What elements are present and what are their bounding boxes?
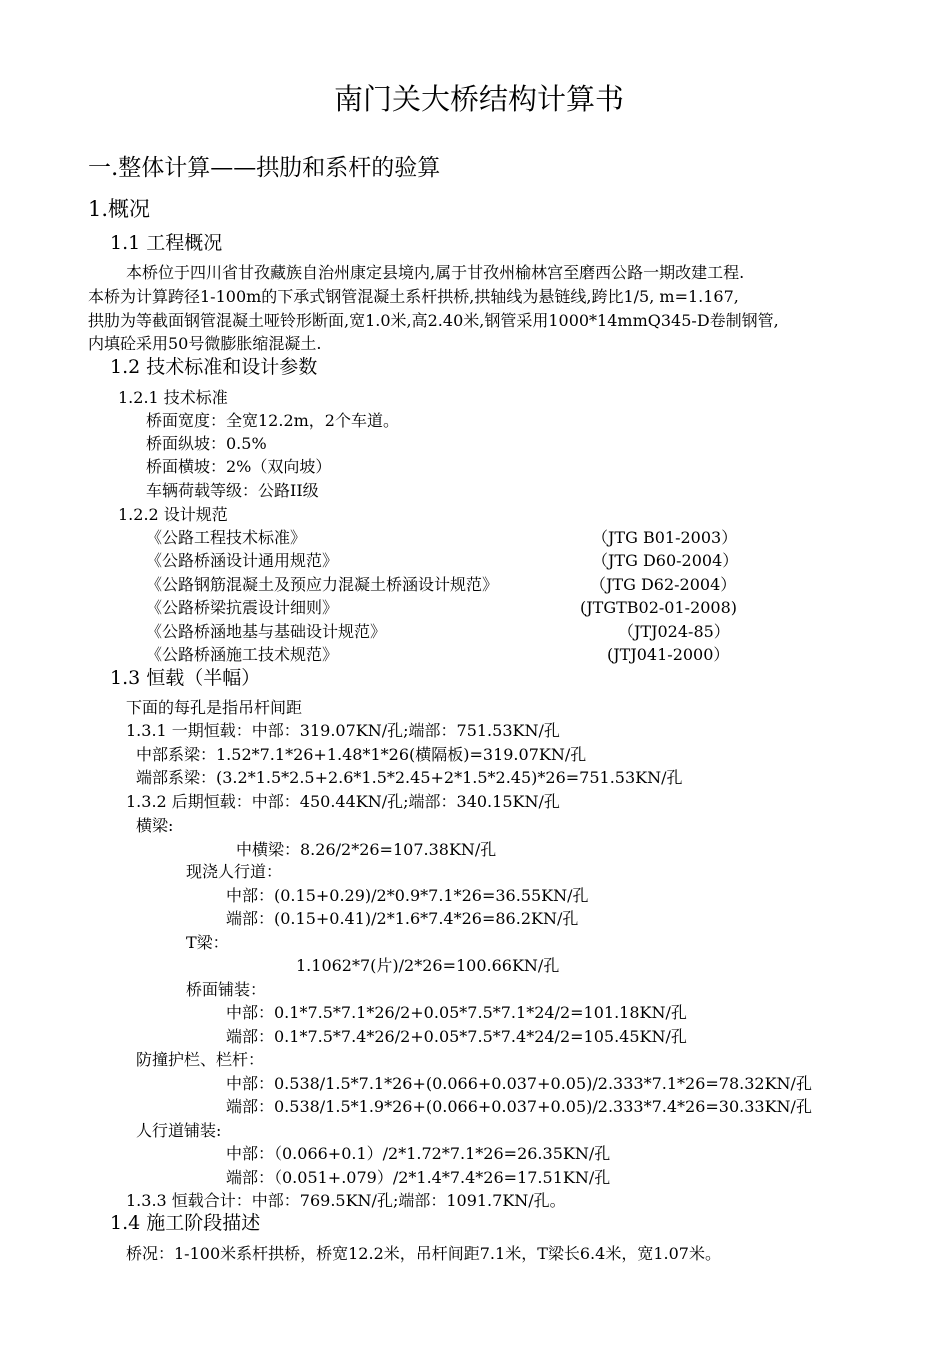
norm-code: （JTG D60-2004） bbox=[592, 551, 739, 570]
standard-item: 桥面宽度：全宽12.2m，2个车道。 bbox=[146, 411, 399, 430]
project-overview-line: 拱肋为等截面钢管混凝土哑铃形断面,宽1.0米,高2.40米,钢管采用1000*14mmQ345-D卷制钢管, bbox=[88, 311, 779, 330]
heading-1-1: 1.1 工程概况 bbox=[110, 232, 223, 254]
heading-1-2-2: 1.2.2 设计规范 bbox=[118, 505, 228, 524]
norm-name: 《公路桥梁抗震设计细则》 bbox=[146, 598, 339, 617]
dead-load-intro: 下面的每孔是指吊杆间距 bbox=[126, 698, 303, 717]
guardrail-label: 防撞护栏、栏杆： bbox=[136, 1050, 265, 1069]
project-overview-line: 本桥为计算跨径1-100m的下承式钢管混凝土系杆拱桥,拱轴线为悬链线,跨比1/5, m=1.167, bbox=[88, 287, 739, 306]
sidewalk-mid-calc: 中部：(0.15+0.29)/2*0.9*7.1*26=36.55KN/孔 bbox=[226, 886, 589, 905]
guardrail-mid-calc: 中部：0.538/1.5*7.1*26+(0.066+0.037+0.05)/2.333*7.1*26=78.32KN/孔 bbox=[226, 1074, 812, 1093]
cross-beam-calc: 中横梁：8.26/2*26=107.38KN/孔 bbox=[236, 840, 497, 859]
heading-1-4: 1.4 施工阶段描述 bbox=[110, 1212, 261, 1234]
end-tie-beam-calc: 端部系梁：(3.2*1.5*2.5+2.6*1.5*2.45+2*1.5*2.45)*26=751.53KN/孔 bbox=[136, 768, 683, 787]
standard-item: 桥面横坡：2%（双向坡） bbox=[146, 457, 332, 476]
norm-name: 《公路工程技术标准》 bbox=[146, 528, 307, 547]
t-beam-label: T梁： bbox=[186, 933, 229, 952]
heading-1-3-3: 1.3.3 恒载合计：中部：769.5KN/孔;端部：1091.7KN/孔。 bbox=[126, 1191, 566, 1210]
heading-1-3: 1.3 恒载（半幅） bbox=[110, 667, 261, 689]
walkway-paving-mid-calc: 中部：（0.066+0.1）/2*1.72*7.1*26=26.35KN/孔 bbox=[226, 1144, 611, 1163]
norm-name: 《公路桥涵设计通用规范》 bbox=[146, 551, 339, 570]
construction-stage-text: 桥况：1-100米系杆拱桥，桥宽12.2米，吊杆间距7.1米，T梁长6.4米，宽1.07米。 bbox=[126, 1244, 721, 1263]
norm-code: （JTG B01-2003） bbox=[592, 528, 738, 547]
standard-item: 车辆荷载等级：公路II级 bbox=[146, 481, 319, 500]
norm-code: （JTJ024-85） bbox=[618, 622, 730, 641]
walkway-paving-end-calc: 端部：（0.051+.079）/2*1.4*7.4*26=17.51KN/孔 bbox=[226, 1168, 611, 1187]
cross-beam-label: 横梁: bbox=[136, 816, 174, 835]
project-overview-line: 本桥位于四川省甘孜藏族自治州康定县境内,属于甘孜州榆林宫至磨西公路一期改建工程. bbox=[126, 263, 745, 282]
heading-1-2: 1.2 技术标准和设计参数 bbox=[110, 356, 318, 378]
heading-1-3-1: 1.3.1 一期恒载：中部：319.07KN/孔;端部：751.53KN/孔 bbox=[126, 721, 560, 740]
norm-code: （JTG D62-2004） bbox=[590, 575, 737, 594]
deck-paving-mid-calc: 中部：0.1*7.5*7.1*26/2+0.05*7.5*7.1*24/2=101.18KN/孔 bbox=[226, 1003, 687, 1022]
norm-name: 《公路桥涵施工技术规范》 bbox=[146, 645, 339, 664]
project-overview-line: 内填砼采用50号微膨胀缩混凝土. bbox=[88, 334, 322, 353]
mid-tie-beam-calc: 中部系梁：1.52*7.1*26+1.48*1*26(横隔板)=319.07KN/孔 bbox=[136, 745, 587, 764]
deck-paving-end-calc: 端部：0.1*7.5*7.4*26/2+0.05*7.5*7.4*24/2=105.45KN/孔 bbox=[226, 1027, 687, 1046]
norm-code: (JTJ041-2000） bbox=[607, 645, 730, 664]
t-beam-calc: 1.1062*7(片)/2*26=100.66KN/孔 bbox=[296, 956, 560, 975]
sidewalk-label: 现浇人行道： bbox=[186, 862, 283, 881]
walkway-paving-label: 人行道铺装: bbox=[136, 1121, 222, 1140]
heading-overview: 1.概况 bbox=[88, 197, 151, 221]
norm-name: 《公路钢筋混凝土及预应力混凝土桥涵设计规范》 bbox=[146, 575, 499, 594]
heading-1-3-2: 1.3.2 后期恒载：中部：450.44KN/孔;端部：340.15KN/孔 bbox=[126, 792, 560, 811]
section-1-title: 一.整体计算——拱肋和系杆的验算 bbox=[88, 155, 441, 181]
norm-name: 《公路桥涵地基与基础设计规范》 bbox=[146, 622, 387, 641]
sidewalk-end-calc: 端部：(0.15+0.41)/2*1.6*7.4*26=86.2KN/孔 bbox=[226, 909, 579, 928]
heading-1-2-1: 1.2.1 技术标准 bbox=[118, 388, 228, 407]
document-title: 南门关大桥结构计算书 bbox=[334, 82, 625, 116]
norm-code: (JTGTB02-01-2008) bbox=[580, 598, 738, 617]
standard-item: 桥面纵坡：0.5% bbox=[146, 434, 267, 453]
guardrail-end-calc: 端部：0.538/1.5*1.9*26+(0.066+0.037+0.05)/2.333*7.4*26=30.33KN/孔 bbox=[226, 1097, 812, 1116]
deck-paving-label: 桥面铺装： bbox=[186, 980, 267, 999]
